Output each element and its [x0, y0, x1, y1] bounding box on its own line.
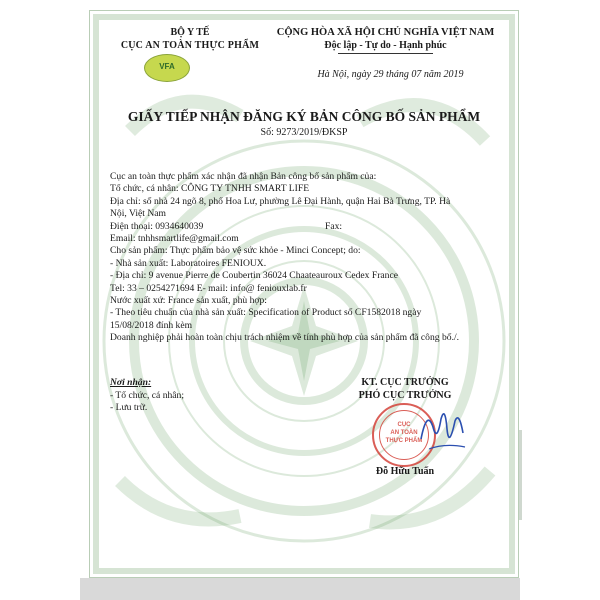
- intro-text: Cục an toàn thực phẩm xác nhận đã nhận Bản công bố sản phẩm của:: [110, 171, 377, 182]
- responsibility-statement: Doanh nghiệp phải hoàn toàn chịu trách nhiệm về tính phù hợp của sản phẩm đã công bố./.: [110, 332, 460, 344]
- viewer-scrollbar-track: [80, 578, 520, 600]
- agency-name: CỤC AN TOÀN THỰC PHẨM: [120, 40, 260, 51]
- recipient-item: - Lưu trữ.: [110, 402, 148, 413]
- signer-title-1: KT. CỤC TRƯỞNG: [361, 377, 449, 388]
- country-name: CỘNG HÒA XÃ HỘI CHỦ NGHĨA VIỆT NAM: [276, 27, 495, 38]
- fax: Fax:: [325, 220, 343, 232]
- recipients-label: Nơi nhận:: [110, 377, 152, 388]
- document-title: GIẤY TIẾP NHẬN ĐĂNG KÝ BẢN CÔNG BỐ SẢN PHẨM: [127, 109, 481, 124]
- signer-name: Đỗ Hữu Tuấn: [375, 466, 435, 477]
- standard-line-1: - Theo tiêu chuẩn của nhà sản xuất: Specification of Product số CF1582018 ngày: [110, 307, 422, 319]
- address-line-1: Địa chỉ: số nhà 24 ngõ 8, phố Hoa Lư, phường Lê Đại Hành, quận Hai Bà Trưng, TP. Hà: [110, 195, 451, 207]
- phone: Điện thoại: 0934640039: [110, 220, 204, 232]
- place-and-date: Hà Nội, ngày 29 tháng 07 năm 2019: [317, 69, 464, 80]
- signer-title-2: PHÓ CỤC TRƯỞNG: [358, 390, 452, 401]
- document-number: Số: 9273/2019/ĐKSP: [260, 127, 348, 138]
- origin: Nước xuất xứ: France sản xuất, phù hợp:: [110, 295, 267, 307]
- address-line-2: Nội, Việt Nam: [110, 208, 167, 220]
- motto-underline: [338, 53, 433, 54]
- product: Cho sản phẩm: Thực phẩm bảo vệ sức khỏe - Minci Concept; do:: [110, 245, 361, 257]
- recipient-item: - Tổ chức, cá nhân;: [110, 390, 185, 401]
- email: Email: tnhhsmartlife@gmail.com: [110, 233, 239, 245]
- organization: Tổ chức, cá nhân: CÔNG TY TNHH SMART LIFE: [110, 183, 310, 195]
- vfa-logo: VFA: [144, 54, 190, 82]
- official-stamp: CỤC AN TOÀN THỰC PHẨM: [372, 403, 436, 467]
- handwritten-signature: [415, 399, 470, 459]
- standard-line-2: 15/08/2018 đính kèm: [110, 319, 193, 331]
- certificate-document: [89, 10, 519, 578]
- manufacturer-address: - Địa chỉ: 9 avenue Pierre de Coubertin 36024 Chaateauroux Cedex France: [110, 270, 398, 282]
- manufacturer-contact: Tel: 33 – 0254271694 E- mail: info@ feniouxlab.fr: [110, 282, 307, 294]
- manufacturer: - Nhà sản xuất: Laboratoires FENIOUX.: [110, 257, 267, 269]
- ministry-name: BỘ Y TẾ: [170, 27, 210, 38]
- certificate-body: [110, 171, 510, 345]
- phone-fax-row: [110, 221, 510, 233]
- national-motto: Độc lập - Tự do - Hạnh phúc: [324, 40, 447, 51]
